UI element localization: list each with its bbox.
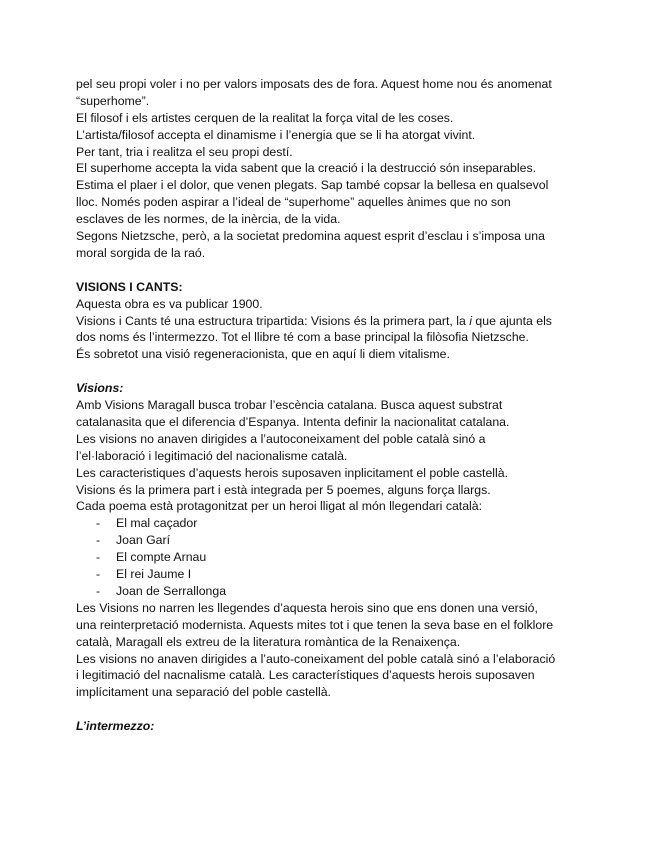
- text-line: esclaves de les normes, de la inèrcia, de la vida.: [76, 212, 341, 227]
- poem-list: [76, 515, 576, 599]
- dash-marker: -: [96, 516, 101, 531]
- visions-cants-section: [76, 279, 576, 363]
- text-line: Aquesta obra es va publicar 1900.: [76, 296, 263, 311]
- list-item: [76, 515, 576, 532]
- section-heading: L’intermezzo:: [76, 719, 155, 734]
- spacer: [76, 701, 576, 718]
- text-line: [76, 313, 576, 330]
- italic-word: i: [469, 313, 472, 328]
- text-line: Les visions no anaven dirigides a l’autoconeixament del poble català sinó a: [76, 431, 486, 446]
- text-line: El superhome accepta la vida sabent que la creació i la destrucció són inseparables.: [76, 161, 537, 176]
- text-line: Les Visions no narren les llegendes d’aquesta herois sino que ens donen una versió,: [76, 600, 538, 615]
- list-item-label: El mal caçador: [116, 516, 198, 531]
- text-line: L’artista/filosof accepta el dinamisme i l’energia que se li ha atorgat vivint.: [76, 127, 476, 142]
- text-line: El filosof i els artistes cerquen de la realitat la força vital de les coses.: [76, 110, 454, 125]
- list-item: [76, 532, 576, 549]
- text-line: Segons Nietzsche, però, a la societat predomina aquest esprit d’esclau i s’imposa una: [76, 229, 545, 244]
- dash-marker: -: [96, 533, 101, 548]
- spacer: [76, 262, 576, 279]
- text-line: català, Maragall els extreu de la literatura romàntica de la Renaixença.: [76, 634, 461, 649]
- text-line: Les visions no anaven dirigides a l’auto-coneixament del poble català sinó a l’elaboració: [76, 651, 556, 666]
- text-line: catalanasita que el diferencia d’Espanya. Intenta definir la nacionalitat catalana.: [76, 415, 510, 430]
- text-line: l’el·laboració i legitimació del nacionalisme català.: [76, 448, 348, 463]
- text-line: i legitimació del nacnalisme català. Les característiques d’aquests herois suposaven: [76, 668, 535, 683]
- section-heading: VISIONS I CANTS:: [76, 279, 183, 294]
- visions-section: [76, 380, 576, 701]
- text-line: moral sorgida de la raó.: [76, 245, 206, 260]
- dash-marker: -: [96, 550, 101, 565]
- dash-marker: -: [96, 567, 101, 582]
- text-line: una reinterpretació modernista. Aquests mites tot i que tenen la seva base en el folklore: [76, 617, 554, 632]
- spacer: [76, 363, 576, 380]
- text-span: que ajunta els: [471, 313, 552, 328]
- text-line: Amb Visions Maragall busca trobar l’escència catalana. Busca aquest substrat: [76, 398, 503, 413]
- list-item: [76, 549, 576, 566]
- text-line: dos noms és l’intermezzo. Tot el llibre té com a base principal la filòsofia Nietzsche.: [76, 330, 529, 345]
- text-line: lloc. Només poden aspirar a l’ideal de “superhome” aquelles ànimes que no son: [76, 195, 511, 210]
- text-line: pel seu propi voler i no per valors imposats des de fora. Aquest home nou és anomenat: [76, 77, 552, 91]
- section-heading: Visions:: [76, 381, 124, 396]
- text-line: Per tant, tria i realitza el seu propi destí.: [76, 144, 293, 159]
- text-line: Estima el plaer i el dolor, que venen plegats. Sap també copsar la bellesa en qualsevol: [76, 178, 549, 193]
- text-line: És sobretot una visió regeneracionista, que en aquí li diem vitalisme.: [76, 347, 450, 362]
- text-line: Visions és la primera part i està integrada per 5 poemes, alguns força llargs.: [76, 482, 491, 497]
- text-line: Cada poema està protagonitzat per un heroi lligat al món llegendari català:: [76, 499, 483, 514]
- intro-paragraph: [76, 76, 576, 262]
- text-span: Visions i Cants té una estructura tripartida: Visions és la primera part, la: [76, 313, 470, 328]
- list-item-label: El compte Arnau: [116, 550, 207, 565]
- text-line: implícitament una separació del poble castellà.: [76, 685, 331, 700]
- document-page: [76, 76, 576, 735]
- list-item: [76, 583, 576, 600]
- text-line: Les caracteristiques d’aquests herois suposaven inplicitament el poble castellà.: [76, 465, 509, 480]
- list-item-label: El rei Jaume I: [116, 567, 192, 582]
- list-item: [76, 566, 576, 583]
- dash-marker: -: [96, 583, 101, 598]
- list-item-label: Joan de Serrallonga: [116, 583, 227, 598]
- list-item-label: Joan Garí: [116, 533, 170, 548]
- intermezzo-section: [76, 718, 576, 735]
- text-line: “superhome”.: [76, 93, 150, 108]
